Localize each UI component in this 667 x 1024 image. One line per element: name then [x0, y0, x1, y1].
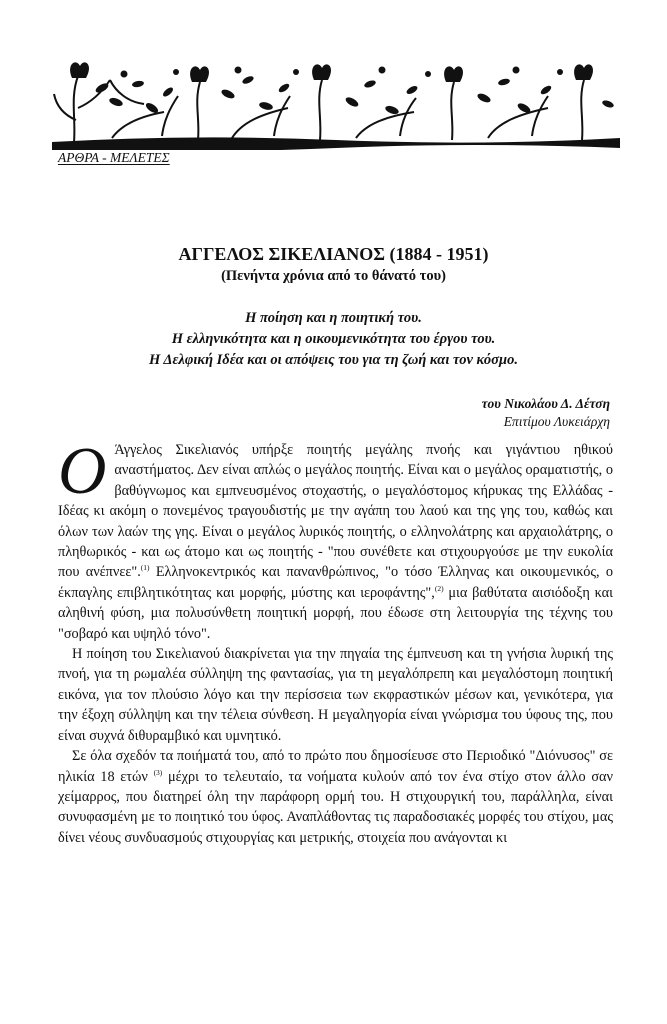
paragraph-text: Ελληνοκεντρικός και πανανθρώπινος, "ο τόσο Έλληνας και οικουμενικός, ο έκπαγλης επιβλητικότητας και μορφής, μύστης και ιεροφάντης",	[58, 564, 614, 601]
floral-banner	[52, 58, 620, 150]
paragraph-2: Η ποίηση του Σικελιανού διακρίνεται για την πηγαία της έμπνευση και τη γνήσια λυρική της πνοή, για τη ρωμαλέα σύλληψη της φαντασίας, για τη μεγαλόπρεπη και μεγαλόστομη ποιητική εικόνα, για τον πλούσιο λόγο και την περίσσεια των εκφραστικών μέσων και, γενικότερα, για την έξοχη σύλληψη και την τέλεια σύνθεση. Η μεγαληγορία είναι γνώρισμα του ύφους της, που είναι συχνά διθυραμβικό και υμνητικό.	[58, 646, 613, 744]
paragraph-text: Άγγελος Σικελιανός υπήρξε ποιητής μεγάλης πνοής και γιγάντιου ηθικού αναστήματος. Δεν είναι απλώς ο μεγάλος ποιητής. Είναι και ο μεγάλος οραματιστής, ο βαθύγνωμος και εμπνευσμένος στοχαστής, ο μεγαλόστομος κήρυκας της Ελλάδας - Ιδέας κι ακόμη ο πονεμένος τραγουδιστής με την αγάπη του λαού και της γης του, καθώς και όλων των λαών της γης. Είναι ο μεγάλος λυρικός ποιητής, ο ελληνολάτρης και αρχαιολάτρης, ο πληθωρικός - και ως άτομο και ως ποιητής - "που συνέθετε και στιχουργούσε με την ευκολία που ανέπνεε".	[58, 442, 613, 581]
footnote-ref: (3)	[153, 767, 163, 777]
section-label: ΑΡΘΡΑ - ΜΕΛΕΤΕΣ	[58, 150, 170, 165]
theme-line: Η ελληνικότητα και η οικουμενικότητα του έργου του.	[171, 331, 496, 347]
footnote-ref: (1)	[140, 563, 150, 573]
paragraph-1	[58, 434, 614, 644]
footnote-ref: (2)	[434, 584, 444, 594]
theme-line: Η Δελφική Ιδέα και οι απόψεις του για τη ζωή και τον κόσμο.	[149, 352, 518, 368]
paragraph-text: Σε όλα σχεδόν τα ποιήματά του, από το πρώτο που δημοσίευσε στο Περιοδικό "Διόνυσος" σε ηλικία 18 ετών	[58, 748, 613, 785]
author-signature	[440, 395, 610, 431]
article-subtitle: (Πενήντα χρόνια από το θάνατό του)	[221, 268, 446, 284]
paragraph-text: μια βαθύτατα αισιόδοξη και αληθινή φύση, μια πολυσύνθετη ποιητική μορφή, που έδωσε στη λειτουργία της τέχνης του "σοβαρό και υψηλό τόνο".	[58, 584, 613, 642]
drop-cap: Ο	[58, 434, 107, 508]
author-name: του Νικολάου Δ. Δέτση	[481, 396, 610, 411]
paragraph-3	[58, 746, 613, 848]
author-role: Επιτίμου Λυκειάρχη	[503, 414, 610, 429]
article-body	[58, 434, 614, 848]
article-themes	[0, 308, 667, 371]
article-title: ΑΓΓΕΛΟΣ ΣΙΚΕΛΙΑΝΟΣ (1884 - 1951)	[178, 244, 489, 264]
theme-line: Η ποίηση και η ποιητική του.	[245, 310, 422, 326]
paragraph-text: μέχρι το τελευταίο, τα νοήματα κυλούν από τον ένα στίχο στον άλλο σαν χείμαρρος, που διατηρεί όλη την παράφορη ορμή του. Η στιχουργική του, παράλληλα, είναι συνυφασμένη με το ποιητικό του ύφος. Αναπλάθοντας τις παραδοσιακές μορφές του στίχου, μας δίνει νέους συνδυασμούς στιχουργίας και μετρικής, στοιχεία που ανάγονται κι	[58, 768, 613, 846]
